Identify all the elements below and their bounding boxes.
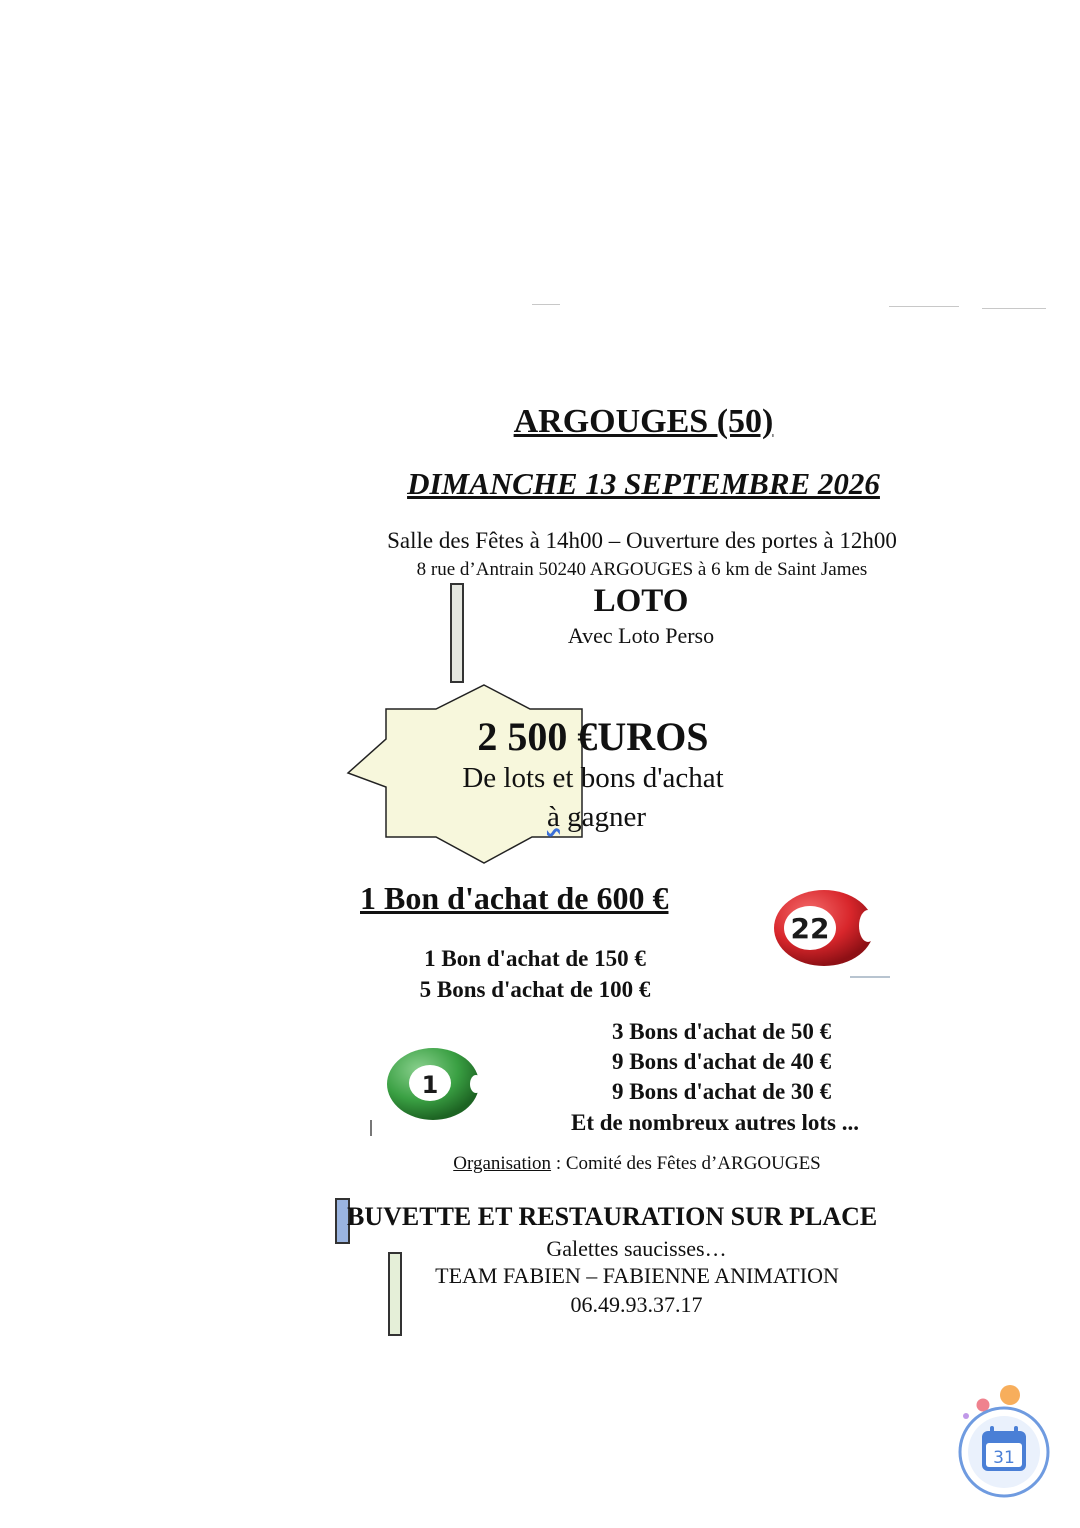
organisation-label: Organisation bbox=[453, 1153, 552, 1174]
prize-description-line-1: De lots et bons d'achat bbox=[462, 762, 724, 794]
scan-line bbox=[532, 304, 560, 305]
calendar-icon bbox=[950, 1385, 1060, 1500]
prize-item: 5 Bons d'achat de 100 € bbox=[419, 977, 651, 1002]
prize-amount: 2 500 €UROS bbox=[477, 714, 709, 759]
scan-mark bbox=[370, 1120, 372, 1136]
event-date: DIMANCHE 13 SEPTEMBRE 2026 bbox=[407, 466, 880, 501]
food-line: Galettes saucisses… bbox=[546, 1236, 727, 1261]
prize-description-word: à bbox=[546, 801, 560, 833]
venue-line-2: 8 rue d’Antrain 50240 ARGOUGES à 6 km de Saint James bbox=[416, 559, 868, 580]
prize-item: 1 Bon d'achat de 150 € bbox=[424, 946, 646, 971]
prize-description-word: gagner bbox=[559, 801, 647, 833]
calendar-day: 31 bbox=[993, 1448, 1015, 1468]
phone-number: 06.49.93.37.17 bbox=[570, 1292, 703, 1317]
prize-item: 3 Bons d'achat de 50 € bbox=[612, 1019, 832, 1044]
organisation-text: : Comité des Fêtes d’ARGOUGES bbox=[551, 1153, 821, 1174]
ball-number: 1 bbox=[421, 1071, 439, 1099]
venue-line-1: Salle des Fêtes à 14h00 – Ouverture des portes à 12h00 bbox=[387, 528, 897, 553]
bingo-ball-green bbox=[385, 1046, 485, 1126]
add-to-calendar-button[interactable] bbox=[950, 1385, 1060, 1500]
organisation-line bbox=[0, 1153, 1080, 1175]
event-name: LOTO bbox=[593, 583, 689, 619]
prize-item: 9 Bons d'achat de 30 € bbox=[612, 1079, 832, 1104]
scan-line bbox=[889, 306, 959, 307]
animation-line: TEAM FABIEN – FABIENNE ANIMATION bbox=[435, 1263, 839, 1288]
prize-item: 9 Bons d'achat de 40 € bbox=[612, 1049, 832, 1074]
prize-description-line-2 bbox=[0, 801, 1080, 834]
prize-item-more: Et de nombreux autres lots ... bbox=[571, 1110, 859, 1135]
buvette-heading: BUVETTE ET RESTAURATION SUR PLACE bbox=[347, 1202, 878, 1231]
event-subtitle: Avec Loto Perso bbox=[567, 623, 715, 648]
ball-number: 22 bbox=[790, 912, 830, 945]
main-prize: 1 Bon d'achat de 600 € bbox=[360, 880, 669, 916]
scan-line bbox=[982, 308, 1046, 309]
poster-title: ARGOUGES (50) bbox=[513, 403, 774, 440]
